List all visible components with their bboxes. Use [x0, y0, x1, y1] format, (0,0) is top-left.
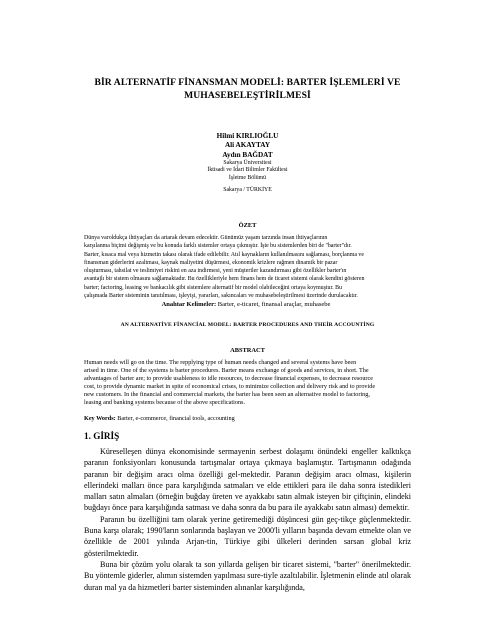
keywords-label: Anahtar Kelimeler:: [161, 301, 217, 308]
ozet-line: avantajlı bir sistem olmasını sağlamaktadır. Bu özellikleriyle hem finans hem de ticaret sistemi olarak kendini gösteren: [84, 276, 365, 283]
author-name: Aydın BAĞDAT: [222, 150, 273, 159]
author-name: Ali AKAYTAY: [224, 141, 271, 150]
affiliation-line: Sakarya Üniversitesi: [223, 159, 272, 166]
title-line-1: BİR ALTERNATİF FİNANSMAN MODELİ: BARTER İŞLEMLERİ VE: [94, 77, 401, 88]
ozet-keywords: [84, 301, 408, 309]
author-location: Sakarya / TÜRKİYE: [223, 186, 272, 193]
ozet-line: Barter, kısaca mal veya hizmetin takası olarak ifade edilebilir. Atıl kaynakların kullanılmasını sağlaması, borçlanma ve: [84, 251, 364, 258]
abstract-line: arised in time. One of the systems is barter procedures. Barter means exchange of goods and services, in short. The: [84, 367, 369, 375]
abstract-body: [84, 359, 410, 408]
title-line-2: MUHASEBELEŞTİRİLMESİ: [184, 90, 311, 101]
ozet-line: oluşturması, tahsilat ve teslimiyet riskini en aza indirmesi, yeni müşteriler kazandırması gibi özellikler barter'ın: [84, 268, 347, 275]
abstract-keywords: [84, 415, 410, 423]
abstract-line: leasing and banking systems because of the above specifications.: [84, 399, 245, 407]
ozet-body: [84, 234, 408, 300]
ozet-line: finansman giderlerini azaltması, kaynak maliyetini düşürmesi, ekonomik krizlere rağmen dinamik bir pazar: [84, 259, 338, 266]
author-block: [100, 132, 395, 194]
paper-title: [60, 76, 435, 102]
english-title: AN ALTERNATİVE FİNANCİAL MODEL: BARTER PROCEDURES AND THEİR ACCOUNTİNG: [120, 322, 375, 328]
keywords-value: Barter, e-ticaret, finansal araçlar, muhasebe: [216, 301, 331, 308]
key-words-value: Barter, e-commerce, financial tools, accounting: [115, 415, 235, 422]
affiliation-line: İşletme Bölümü: [228, 175, 267, 182]
ozet-heading: ÖZET: [238, 222, 257, 229]
ozet-line: çalışmada Barter sisteminin tanıtılması, işleyişi, yararları, sakıncaları ve muhasebeleştirilmesi üzerinde durulacaktır.: [84, 293, 358, 300]
abstract-line: cost, to provide dynamic market in spite of economical crises, to minimize collection and delivery risk and to provide: [84, 383, 376, 391]
body-paragraph: Buna bir çözüm yolu olarak ta son yıllarda gelişen bir ticaret sistemi, "barter" önerilmektedir. Bu yöntemle giderler, alımın sistemden yapılması sure-tiyle azaltılabilir. İşletmenin elinde atıl olarak duran mal ya da hizmetleri barter sisteminden alınanlar karşılığında,: [84, 559, 411, 592]
abstract-line: Human needs will go on the time. The repplying type of human needs changed and several systems have been: [84, 359, 357, 366]
ozet-line: barter; factoring, leasing ve bankacılık gibi sistemlere alternatif bir model olabileceğini ortaya koymuştur. Bu: [84, 284, 342, 291]
section-heading: 1. GİRİŞ: [84, 431, 120, 441]
abstract-heading: ABSTRACT: [230, 347, 265, 354]
body-paragraph: Küreselleşen dünya ekonomisinde sermayenin serbest dolaşımı önündeki engeller kalktıkça paranın fonksiyonları konusunda tartışmalar ortaya çıkmaya başlamıştır. Tartışmanın odağında paranın bir değişim aracı olma özelliği gel-mektedir. Paranın değişim aracı olması, kişilerin ellerindeki malları önce para karşılığında satmaları ve elde ettikleri para ile daha sonra istedikleri malları satın almaları (örneğin buğday üreten ve ayakkabı satın almak isteyen bir çiftçinin, elindeki buğdayı önce para karşılığında satması ve daha sonra da bu para ile ayakkabı satın alması) demektir.: [84, 447, 411, 513]
ozet-line: karşılanma biçimi değişmiş ve bu konuda farklı sistemler ortaya çıkmıştır. İşte bu sistemlerden biri de "barter"dır.: [84, 243, 352, 250]
affiliation-line: İktisadi ve İdari Bilimler Fakültesi: [207, 167, 288, 174]
author-name: Hilmi KIRLIOĞLU: [216, 132, 279, 140]
ozet-line: Dünya varoldukça ihtiyaçları da artarak devam edecektir. Günümüz yaşam tarzında insan ihtiyaçlarının: [84, 235, 328, 241]
section-body: [84, 446, 411, 593]
key-words-label: Key Words:: [84, 415, 116, 422]
abstract-line: new customers. In the financial and commercial markets, the barter has been seen an alternative model to factoring,: [84, 391, 370, 399]
abstract-line: advantages of barter are; to provide usableness to idle resources, to decrease financial expenses, to decrease resource: [84, 375, 373, 383]
body-paragraph: Paranın bu özelliğini tam olarak yerine getiremediği düşüncesi gün geç-tikçe güçlenmektedir. Buna karşı olarak; 1990'ların sonlarında başlayan ve 2000'li yılların başında devam etmekte olan ve özellikle de 2001 yılında Arjan-tin, Türkiye gibi ülkeleri derinden sarsan global kriz gösterilmektedir.: [84, 514, 411, 558]
